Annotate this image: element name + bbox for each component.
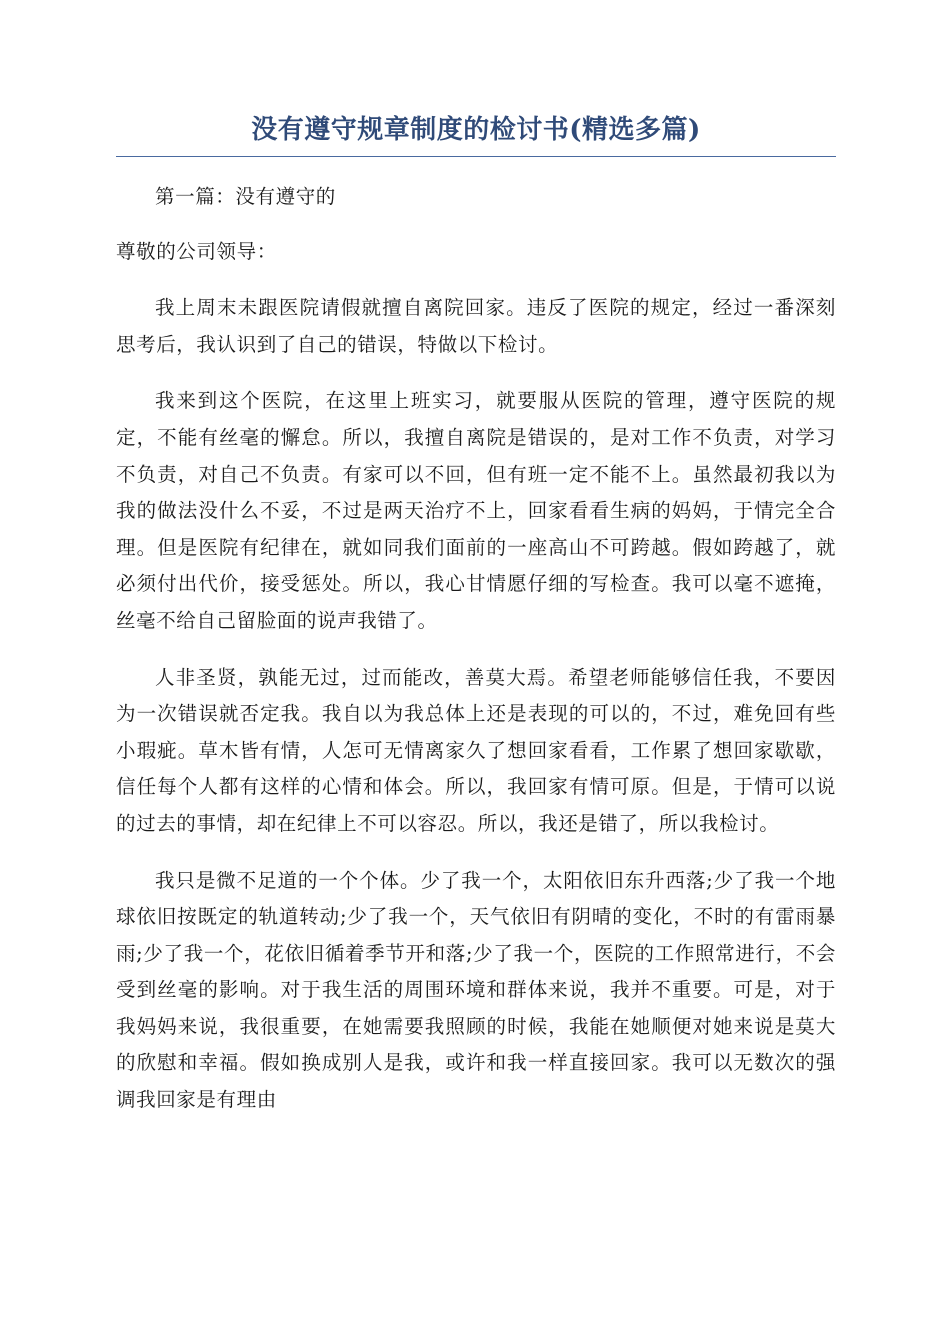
salutation: 尊敬的公司领导： bbox=[116, 239, 277, 263]
paragraph-2: 我来到这个医院，在这里上班实习，就要服从医院的管理，遵守医院的规定，不能有丝毫的懈怠。所以，我擅自离院是错误的，是对工作不负责，对学习不负责，对自己不负责。有家可以不回，但有班一定不能不上。虽然最初我以为我的做法没什么不妥，不过是两天治疗不上，回家看看生病的妈妈，于情完全合理。但是医院有纪律在，就如同我们面前的一座高山不可跨越。假如跨越了，就必须付出代价，接受惩处。所以，我心甘情愿仔细的写检查。我可以毫不遮掩，丝毫不给自己留脸面的说声我错了。 bbox=[116, 389, 836, 632]
paragraph-3: 人非圣贤，孰能无过，过而能改，善莫大焉。希望老师能够信任我，不要因为一次错误就否定我。我自以为我总体上还是表现的可以的，不过，难免回有些小瑕疵。草木皆有情，人怎可无情离家久了想回家看看，工作累了想回家歇歇，信任每个人都有这样的心情和体会。所以，我回家有情可原。但是，于情可以说的过去的事情，却在纪律上不可以容忍。所以，我还是错了，所以我检讨。 bbox=[116, 665, 836, 835]
paragraph-4: 我只是微不足道的一个个体。少了我一个，太阳依旧东升西落;少了我一个地球依旧按既定的轨道转动;少了我一个，天气依旧有阴晴的变化，不时的有雷雨暴雨;少了我一个，花依旧循着季节开和落;少了我一个，医院的工作照常进行，不会受到丝毫的影响。对于我生活的周围环境和群体来说，我并不重要。可是，对于我妈妈来说，我很重要，在她需要我照顾的时候，我能在她顺便对她来说是莫大的欣慰和幸福。假如换成别人是我，或许和我一样直接回家。我可以无数次的强调我回家是有理由 bbox=[116, 868, 836, 1112]
document-body bbox=[116, 179, 836, 1119]
paragraph-1: 我上周末未跟医院请假就擅自离院回家。违反了医院的规定，经过一番深刻思考后，我认识到了自己的错误，特做以下检讨。 bbox=[116, 296, 836, 356]
document-page bbox=[116, 110, 836, 1119]
section-heading: 第一篇：没有遵守的 bbox=[155, 185, 336, 208]
document-title: 没有遵守规章制度的检讨书(精选多篇) bbox=[116, 110, 836, 157]
